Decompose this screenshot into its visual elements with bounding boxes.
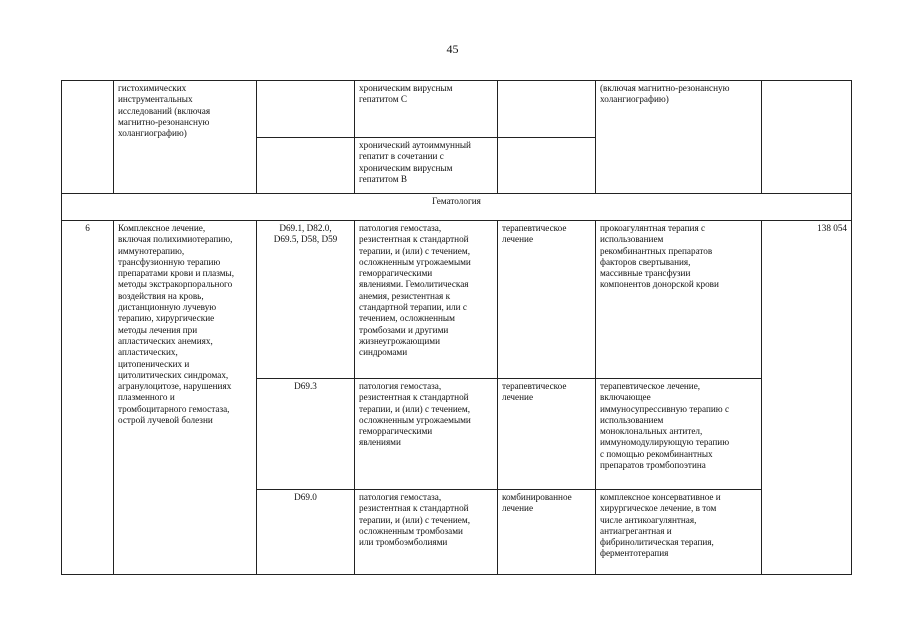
text-line: стандартной терапии, или с <box>359 302 467 313</box>
text-line: резистентная к стандартной <box>359 503 469 514</box>
cell-model <box>355 221 498 379</box>
text-line: терапевтическое <box>502 223 567 233</box>
text-line: с помощью рекомбинантных <box>600 448 713 459</box>
text-line: синдромами <box>359 347 408 358</box>
text-line: Комплексное лечение, <box>118 223 206 233</box>
cell-type <box>498 490 596 575</box>
cell-type-continued-1 <box>498 81 596 138</box>
text-line: лечение <box>502 392 534 403</box>
text-line: комплексное консервативное и <box>600 492 721 502</box>
cell-codes <box>257 221 355 379</box>
text-line: хроническим вирусным <box>359 83 453 93</box>
text-line: терапии, и (или) с течением, <box>359 403 470 414</box>
text-line: цитолитических синдромах, <box>118 369 229 380</box>
cell-treatment <box>596 490 762 575</box>
text-line: массивные трансфузии <box>600 268 691 279</box>
text-line: иммуномодулирующую терапию <box>600 437 730 448</box>
text-line: патология гемостаза, <box>359 492 442 502</box>
group-name <box>114 221 257 575</box>
text-line: явлениями. Гемолитическая <box>359 279 469 290</box>
cell-cost-continued <box>762 81 852 194</box>
cell-codes <box>257 490 355 575</box>
text-line: трансфузионную терапию <box>118 256 221 267</box>
group-row-1 <box>62 221 852 379</box>
text-line: хирургическое лечение, в том <box>600 503 717 514</box>
text-line: включающее <box>600 392 651 403</box>
cell-codes-continued-1 <box>257 81 355 138</box>
text-line: гепатитом В <box>359 173 407 184</box>
text-line: гепатит в сочетании с <box>359 151 444 162</box>
text-line: моноклональных антител, <box>600 426 703 437</box>
text-line: исследований (включая <box>118 105 211 116</box>
cell-model-continued-2 <box>355 138 498 194</box>
section-title: Гематология <box>62 194 852 221</box>
cell-model <box>355 490 498 575</box>
cell-model-continued-1 <box>355 81 498 138</box>
text-line: или тромбоэмболиями <box>359 537 448 548</box>
text-line: иммуносупрессивную терапию с <box>600 403 730 414</box>
text-line: резистентная к стандартной <box>359 234 469 245</box>
text-line: тромбоцитарного гемостаза, <box>118 403 230 414</box>
text-line: ферментотерапия <box>600 548 669 559</box>
text-line: препаратов тромбопоэтина <box>600 460 706 471</box>
group-cost: 138 054 <box>762 221 852 575</box>
text-line: воздействия на кровь, <box>118 290 204 301</box>
text-line: холангиографию) <box>600 94 669 105</box>
text-line: терапевтическое лечение, <box>600 381 701 391</box>
text-line: патология гемостаза, <box>359 223 442 233</box>
cell-treatment <box>596 379 762 490</box>
text-line: использованием <box>600 414 664 425</box>
text-line: D69.3 <box>294 381 317 391</box>
text-line: комбинированное <box>502 492 572 502</box>
continued-row-1 <box>62 81 852 138</box>
medical-care-table <box>61 80 852 575</box>
text-line: методы экстракорпорального <box>118 279 233 290</box>
cell-type-continued-2 <box>498 138 596 194</box>
text-line: рекомбинантных препаратов <box>600 245 713 256</box>
text-line: гистохимических <box>118 83 187 93</box>
page-number: 45 <box>446 42 459 56</box>
text-line: использованием <box>600 234 664 245</box>
text-line: иммунотерапию, <box>118 245 185 256</box>
text-line: апластических анемиях, <box>118 335 213 346</box>
cell-model <box>355 379 498 490</box>
text-line: терапию, хирургические <box>118 313 215 324</box>
text-line: антиагрегантная и <box>600 525 672 536</box>
cell-treatment <box>596 221 762 379</box>
text-line: анемия, резистентная к <box>359 290 451 301</box>
text-line: компонентов донорской крови <box>600 279 719 290</box>
text-line: факторов свертывания, <box>600 256 691 267</box>
cell-treatment-continued <box>596 81 762 194</box>
text-line: плазменного и <box>118 392 175 403</box>
cell-method-continued <box>114 81 257 194</box>
text-line: цитопенических и <box>118 358 190 369</box>
cell-type <box>498 379 596 490</box>
text-line: (включая магнитно-резонансную <box>600 83 730 93</box>
text-line: терапевтическое <box>502 381 567 391</box>
text-line: геморрагическими <box>359 268 433 279</box>
text-line: осложненным угрожаемыми <box>359 256 471 267</box>
text-line: D69.0 <box>294 492 317 502</box>
text-line: острой лучевой болезни <box>118 415 213 426</box>
text-line: гепатитом С <box>359 94 407 105</box>
section-row <box>62 194 852 221</box>
text-line: числе антикоагулянтная, <box>600 514 697 525</box>
text-line: хроническим вирусным <box>359 162 453 173</box>
text-line: лечение <box>502 234 534 245</box>
text-line: магнитно-резонансную <box>118 116 210 127</box>
text-line: D69.1, D82.0, <box>279 223 332 233</box>
text-line: явлениями <box>359 437 401 448</box>
text-line: дистанционную лучевую <box>118 302 217 313</box>
text-line: холангиографию) <box>118 128 187 139</box>
text-line: методы лечения при <box>118 324 198 335</box>
text-line: осложненным тромбозами <box>359 525 463 536</box>
cell-codes-continued-2 <box>257 138 355 194</box>
text-line: апластических, <box>118 347 178 358</box>
text-line: лечение <box>502 503 534 514</box>
text-line: течением, осложненным <box>359 313 455 324</box>
cell-codes <box>257 379 355 490</box>
text-line: терапии, и (или) с течением, <box>359 245 470 256</box>
text-line: фибринолитическая терапия, <box>600 537 714 548</box>
text-line: инструментальных <box>118 94 193 105</box>
text-line: осложненным угрожаемыми <box>359 414 471 425</box>
text-line: хронический аутоиммунный <box>359 140 471 150</box>
text-line: включая полихимиотерапию, <box>118 234 233 245</box>
text-line: D69.5, D58, D59 <box>273 234 338 245</box>
text-line: терапии, и (или) с течением, <box>359 514 470 525</box>
text-line: прокоагулянтная терапия с <box>600 223 706 233</box>
text-line: тромбозами и другими <box>359 324 449 335</box>
text-line: геморрагическими <box>359 426 433 437</box>
text-line: агранулоцитозе, нарушениях <box>118 381 232 392</box>
text-line: патология гемостаза, <box>359 381 442 391</box>
group-number: 6 <box>62 221 114 575</box>
cell-type <box>498 221 596 379</box>
text-line: препаратами крови и плазмы, <box>118 268 235 279</box>
text-line: резистентная к стандартной <box>359 392 469 403</box>
text-line: жизнеугрожающими <box>359 335 440 346</box>
cell-number-continued <box>62 81 114 194</box>
